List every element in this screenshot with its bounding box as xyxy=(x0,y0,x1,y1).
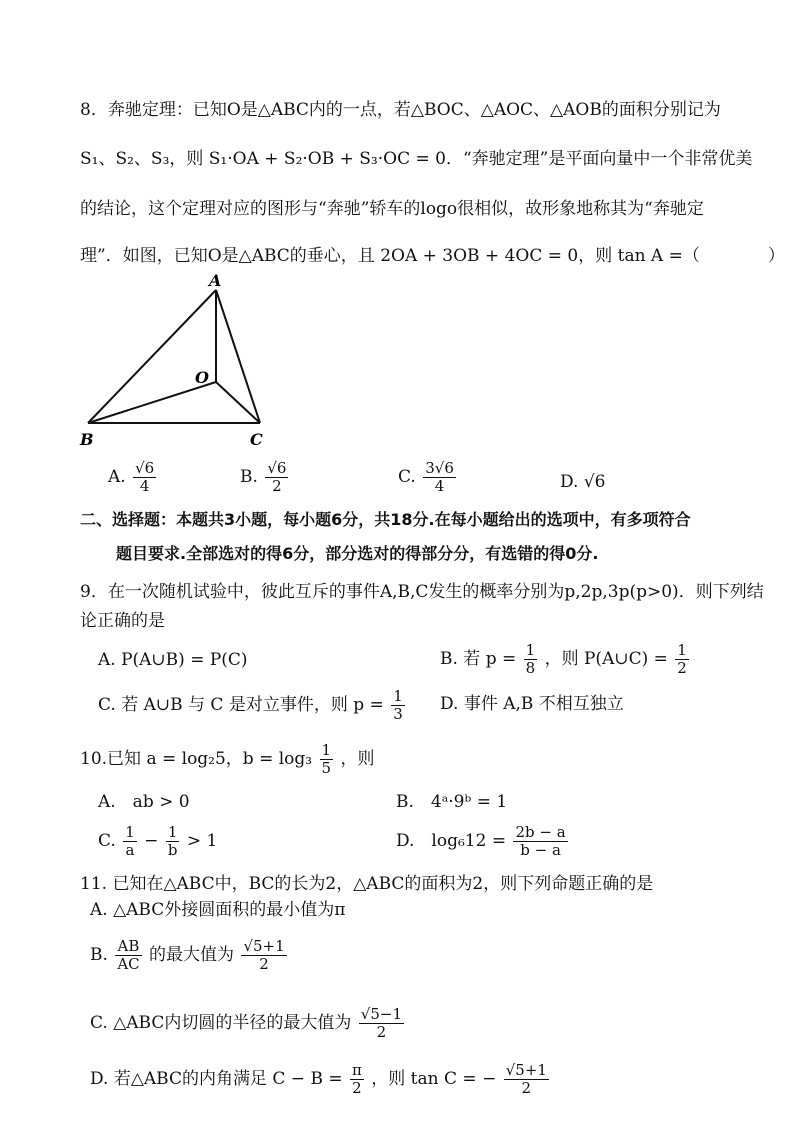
q11-option-a: A. △ABC外接圆面积的最小值为π xyxy=(90,900,346,920)
q9-option-b: B. 若 p = $\frac{1}{8}$ ，则 P(A∪C) = $\frac{1}{2}$ xyxy=(440,641,687,677)
q8-option-c: C. $\frac{3√6}{4}$ xyxy=(398,459,454,495)
q9-line-2: 论正确的是 xyxy=(80,611,165,631)
q11-option-b: B. $\frac{AB}{AC}$ 的最大值为 $\frac{√5+1}{2}$ xyxy=(90,937,285,973)
q8-option-d: D. √6 xyxy=(560,472,606,492)
q10-option-b: B. 4ᵃ·9ᵇ = 1 xyxy=(396,792,508,812)
q8-option-b: B. $\frac{√6}{2}$ xyxy=(240,459,287,495)
q8-line-1: 8．奔驰定理：已知O是△ABC内的一点，若△BOC、△AOC、△AOB的面积分别记为 xyxy=(80,100,721,120)
q9-line-1: 9．在一次随机试验中，彼此互斥的事件A,B,C发生的概率分别为p,2p,3p(p>0)．则下列结 xyxy=(80,582,764,602)
q8-line-2: S₁、S₂、S₃，则 S₁·OA + S₂·OB + S₃·OC = 0．“奔驰定理”是平面向量中一个非常优美 xyxy=(80,149,753,169)
q11-stem: 11. 已知在△ABC中，BC的长为2，△ABC的面积为2，则下列命题正确的是 xyxy=(80,874,654,894)
q11-option-c: C. △ABC内切圆的半径的最大值为 $\frac{√5-1}{2}$ xyxy=(90,1005,402,1041)
q10-stem: 10.已知 a = log₂5，b = log₃ $\frac{1}{5}$ ，则 xyxy=(80,741,375,777)
vertex-label-a: A xyxy=(209,271,222,290)
section2-line-1: 二、选择题：本题共3小题，每小题6分，共18分.在每小题给出的选项中，有多项符合 xyxy=(80,510,691,529)
q11-option-d: D. 若△ABC的内角满足 C − B = $\frac{\pi}{2}$ ，则 tan C = − $\frac{√5+1}{2}$ xyxy=(90,1061,547,1097)
q8-option-a: A. $\frac{√6}{4}$ xyxy=(108,459,155,495)
q9-option-c: C. 若 A∪B 与 C 是对立事件，则 p = $\frac{1}{3}$ xyxy=(98,687,403,723)
vertex-label-c: C xyxy=(250,430,263,449)
q10-option-d: D. log₆12 = $\frac{2b - a}{b - a}$ xyxy=(396,823,566,859)
q9-option-d: D. 事件 A,B 不相互独立 xyxy=(440,694,624,714)
q8-line-3: 的结论，这个定理对应的图形与“奔驰”轿车的logo很相似，故形象地称其为“奔驰定 xyxy=(80,199,704,219)
vertex-label-o: O xyxy=(195,368,209,387)
vertex-label-b: B xyxy=(80,430,94,449)
section2-line-2: 题目要求.全部选对的得6分，部分选对的得部分分，有选错的得0分. xyxy=(116,544,599,563)
q8-line-4: 理”．如图，已知O是△ABC的垂心，且 2OA + 3OB + 4OC = 0，则 tan A =（ ） xyxy=(80,246,785,266)
q10-option-a: A. ab > 0 xyxy=(98,792,190,812)
triangle-figure xyxy=(70,270,290,455)
q10-option-c: C. $\frac{1}{a}$ − $\frac{1}{b}$ > 1 xyxy=(98,823,218,859)
q9-option-a: A. P(A∪B) = P(C) xyxy=(98,650,248,670)
